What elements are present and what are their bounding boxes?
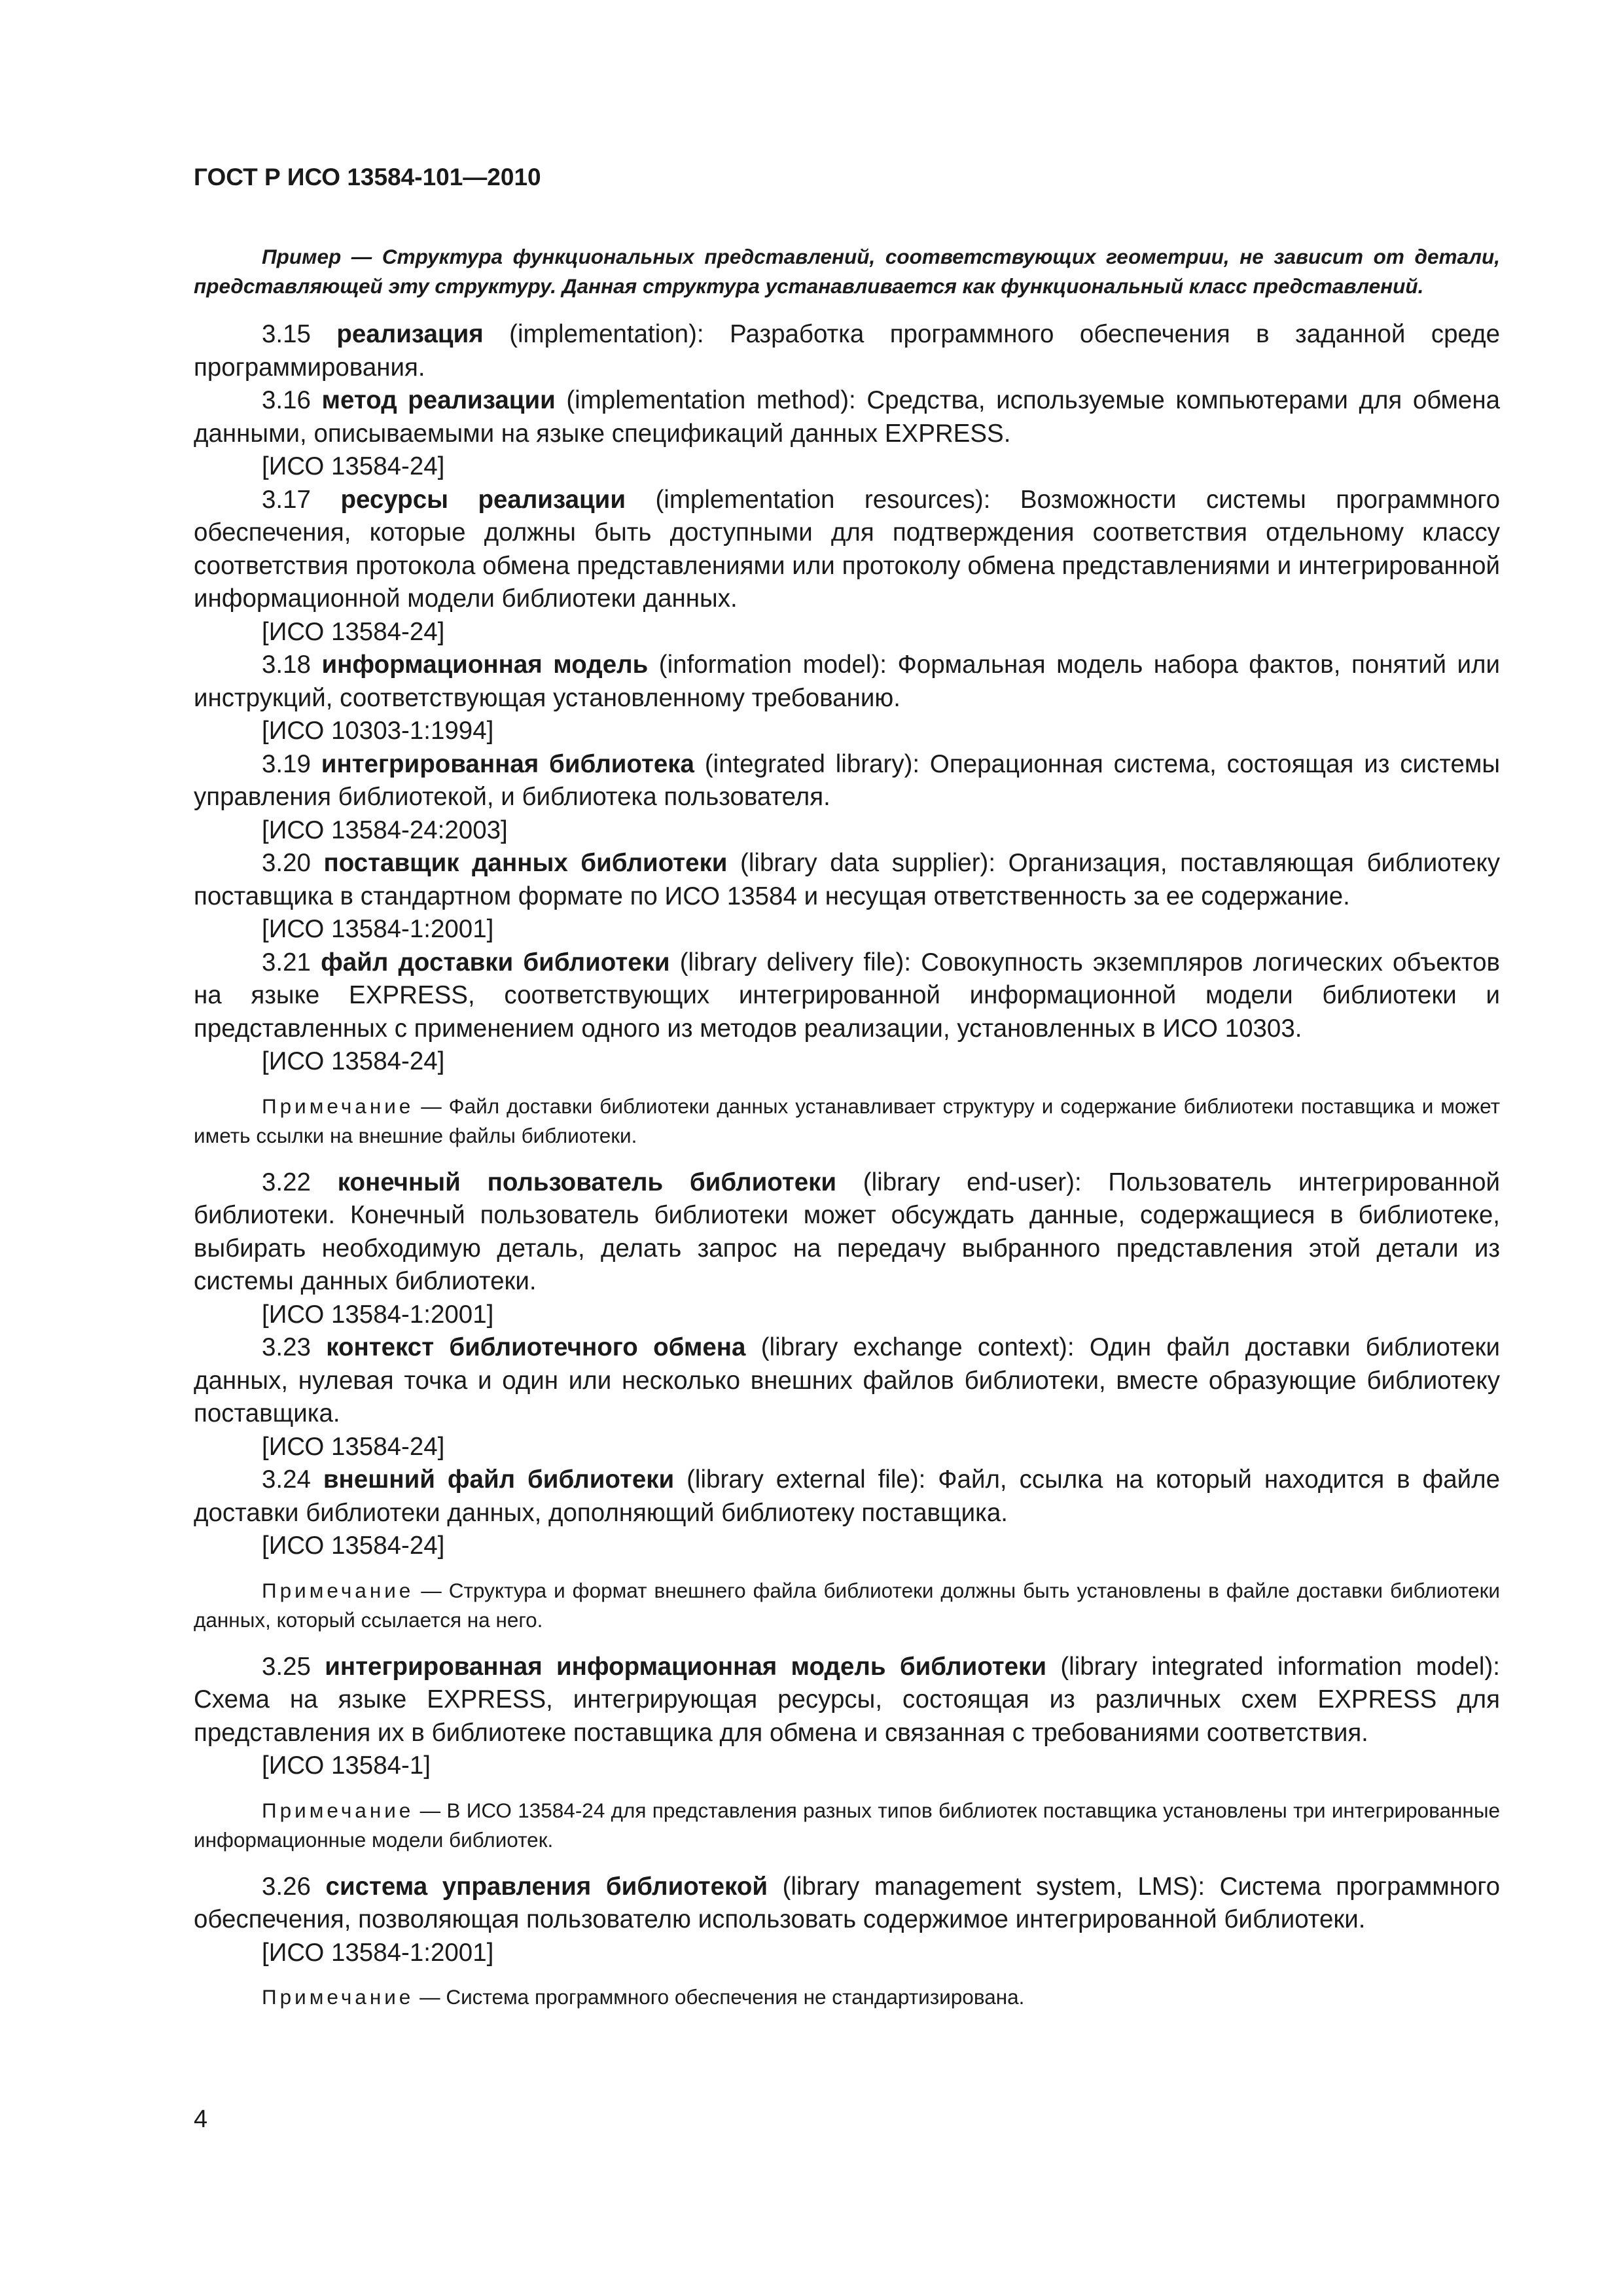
term-entry bbox=[194, 847, 1500, 913]
term-number: 3.25 bbox=[262, 1652, 311, 1681]
term-title: поставщик данных библиотеки bbox=[323, 849, 728, 877]
term-entry bbox=[194, 748, 1500, 814]
note-text: — В ИСО 13584-24 для представления разных типов библиотек поставщика установлены три интегрированные информационные модели библиотек. bbox=[194, 1798, 1500, 1852]
note-label: Примечание bbox=[262, 1578, 414, 1602]
term-entry bbox=[194, 1166, 1500, 1299]
term-reference: [ИСО 13584-1:2001] bbox=[262, 915, 494, 943]
page-number: 4 bbox=[194, 2106, 208, 2133]
term-title: интегрированная информационная модель библиотеки bbox=[325, 1652, 1046, 1681]
term-entry bbox=[194, 484, 1500, 616]
term-title: система управления библиотекой bbox=[325, 1872, 768, 1901]
term-number: 3.20 bbox=[262, 849, 311, 877]
term-number: 3.23 bbox=[262, 1333, 311, 1361]
term-title: контекст библиотечного обмена bbox=[326, 1333, 746, 1361]
term-note bbox=[194, 1982, 1500, 2012]
term-number: 3.19 bbox=[262, 749, 311, 778]
document-code-header: ГОСТ Р ИСО 13584-101—2010 bbox=[194, 164, 541, 190]
term-reference: [ИСО 13584-24] bbox=[262, 1432, 445, 1461]
term-definition: (implementation resources): Возможности системы программного обеспечения, которые должны быть доступными для подтверждения соответствия отдельному классу соответствия протокола обмена представлениями или протоколу обмена представлениями и интегрированной информационной модели библиотеки данных. bbox=[194, 485, 1501, 613]
term-title: внешний файл библиотеки bbox=[323, 1465, 675, 1494]
term-reference: [ИСО 13584-24] bbox=[262, 452, 445, 480]
term-definition: (implementation method): Средства, используемые компьютерами для обмена данными, описываемыми на языке спецификаций данных EXPRESS. bbox=[194, 386, 1500, 448]
term-entry bbox=[194, 649, 1500, 715]
example-paragraph: Пример — Структура функциональных представлений, соответствующих геометрии, не зависит от детали, представляющей эту структуру. Данная структура устанавливается как функциональный класс представлений. bbox=[194, 245, 1500, 298]
term-reference: [ИСО 13584-1] bbox=[262, 1751, 431, 1780]
note-text: — Система программного обеспечения не стандартизирована. bbox=[414, 1985, 1025, 2009]
term-title: ресурсы реализации bbox=[340, 485, 626, 514]
term-reference: [ИСО 13584-24] bbox=[262, 617, 445, 646]
term-reference: [ИСО 13584-24] bbox=[262, 1047, 445, 1075]
term-note bbox=[194, 1796, 1500, 1855]
term-reference: [ИСО 13584-1:2001] bbox=[262, 1938, 494, 1967]
term-title: метод реализации bbox=[321, 386, 556, 414]
term-entry bbox=[194, 1331, 1500, 1431]
term-definition: (information model): Формальная модель набора фактов, понятий или инструкций, соответствующая установленному требованию. bbox=[194, 651, 1500, 712]
term-reference: [ИСО 13584-24:2003] bbox=[262, 816, 508, 844]
terms-list bbox=[194, 318, 1500, 2012]
term-definition: (library integrated information model): Схема на языке EXPRESS, интегрирующая ресурсы, состоящая из различных схем EXPRESS для представления их в библиотеке поставщика для обмена и связанная с требованиями соответствия. bbox=[194, 1652, 1500, 1747]
term-entry bbox=[194, 1651, 1500, 1750]
term-title: интегрированная библиотека bbox=[321, 749, 694, 778]
term-definition: (library management system, LMS): Система программного обеспечения, позволяющая пользователю использовать содержимое интегрированной библиотеки. bbox=[194, 1872, 1500, 1933]
term-title: файл доставки библиотеки bbox=[321, 948, 670, 977]
note-text: — Файл доставки библиотеки данных устанавливает структуру и содержание библиотеки поставщика и может иметь ссылки на внешние файлы библиотеки. bbox=[194, 1094, 1500, 1147]
term-definition: (integrated library): Операционная система, состоящая из системы управления библиотекой, и библиотека пользователя. bbox=[194, 749, 1500, 811]
term-entry bbox=[194, 946, 1500, 1046]
term-number: 3.16 bbox=[262, 386, 311, 414]
term-number: 3.15 bbox=[262, 320, 311, 348]
document-page bbox=[194, 164, 1500, 2028]
term-title: информационная модель bbox=[321, 651, 649, 679]
note-label: Примечание bbox=[262, 1798, 414, 1822]
term-reference: [ИСО 10303-1:1994] bbox=[262, 717, 494, 745]
term-definition: (library delivery file): Совокупность экземпляров логических объектов на языке EXPRESS, соответствующих интегрированной информационной модели библиотеки и представленных с применением одного из методов реализации, установленных в ИСО 10303. bbox=[194, 948, 1500, 1043]
term-reference: [ИСО 13584-24] bbox=[262, 1532, 445, 1560]
note-text: — Структура и формат внешнего файла библиотеки должны быть установлены в файле доставки библиотеки данных, который ссылается на него. bbox=[194, 1578, 1500, 1632]
note-label: Примечание bbox=[262, 1094, 414, 1118]
term-entry bbox=[194, 318, 1500, 384]
term-entry bbox=[194, 1463, 1500, 1530]
note-label: Примечание bbox=[262, 1985, 414, 2009]
term-definition: (library external file): Файл, ссылка на который находится в файле доставки библиотеки данных, дополняющий библиотеку поставщика. bbox=[194, 1465, 1500, 1527]
term-title: реализация bbox=[336, 320, 484, 348]
term-definition: (library end-user): Пользователь интегрированной библиотеки. Конечный пользователь библиотеки может обсуждать данные, содержащиеся в библиотеке, выбирать необходимую деталь, делать запрос на передачу выбранного представления этой детали из системы данных библиотеки. bbox=[194, 1168, 1500, 1295]
term-entry bbox=[194, 1871, 1500, 1937]
term-number: 3.21 bbox=[262, 948, 311, 977]
term-number: 3.24 bbox=[262, 1465, 311, 1494]
term-definition: (implementation): Разработка программного обеспечения в заданной среде программирования. bbox=[194, 320, 1500, 382]
term-title: конечный пользователь библиотеки bbox=[337, 1168, 837, 1196]
term-number: 3.22 bbox=[262, 1168, 311, 1196]
term-definition: (library data supplier): Организация, поставляющая библиотеку поставщика в стандартном формате по ИСО 13584 и несущая ответственность за ее содержание. bbox=[194, 849, 1501, 910]
term-entry bbox=[194, 384, 1500, 450]
term-number: 3.26 bbox=[262, 1872, 311, 1901]
term-number: 3.17 bbox=[262, 485, 311, 514]
term-reference: [ИСО 13584-1:2001] bbox=[262, 1300, 494, 1329]
term-definition: (library exchange context): Один файл доставки библиотеки данных, нулевая точка и один или несколько внешних файлов библиотеки, вместе образующие библиотеку поставщика. bbox=[194, 1333, 1501, 1427]
term-number: 3.18 bbox=[262, 651, 311, 679]
term-note bbox=[194, 1092, 1500, 1151]
term-note bbox=[194, 1576, 1500, 1635]
